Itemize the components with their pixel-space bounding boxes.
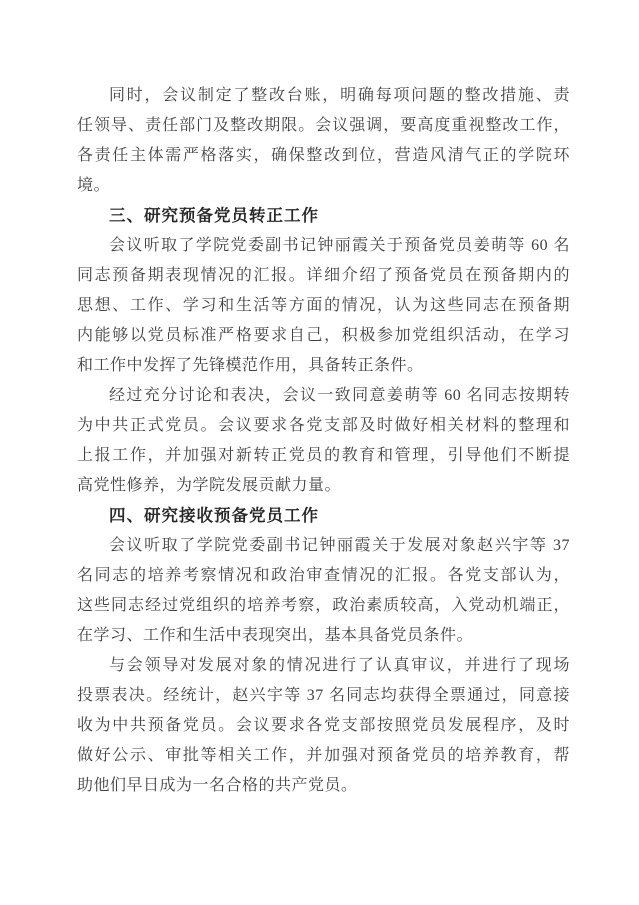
text-line: 助他们早日成为一名合格的共产党员。 [77, 777, 358, 794]
text-line: 同志预备期表现情况的汇报。详细介绍了预备党员在预备期内的 [77, 267, 570, 284]
text-line: 同时，会议制定了整改台账，明确每项问题的整改措施、责 [109, 87, 570, 104]
text-line: 这些同志经过党组织的培养考察，政治素质较高，入党动机端正， [77, 597, 570, 614]
document-body [77, 81, 570, 801]
text-line: 内能够以党员标准严格要求自己，积极参加党组织活动，在学习 [77, 327, 570, 344]
text-line: 会议听取了学院党委副书记钟丽霞关于发展对象赵兴宇等 37 [109, 537, 570, 554]
text-line: 在学习、工作和生活中表现突出，基本具备党员条件。 [77, 627, 474, 644]
text-line: 任领导、责任部门及整改期限。会议强调，要高度重视整改工作， [77, 117, 570, 134]
text-line: 名同志的培养考察情况和政治审查情况的汇报。各党支部认为， [77, 567, 570, 584]
text-line: 和工作中发挥了先锋模范作用，具备转正条件。 [77, 357, 424, 374]
text-line: 各责任主体需严格落实，确保整改到位，营造风清气正的学院环 [77, 147, 570, 164]
section-heading: 三、研究预备党员转正工作 [109, 207, 319, 225]
text-line: 经过充分讨论和表决，会议一致同意姜萌等 60 名同志按期转 [109, 387, 570, 404]
section-heading: 四、研究接收预备党员工作 [109, 507, 319, 525]
text-line: 上报工作，并加强对新转正党员的教育和管理，引导他们不断提 [77, 447, 570, 464]
text-line: 投票表决。经统计，赵兴宇等 37 名同志均获得全票通过，同意接 [77, 687, 570, 704]
text-line: 与会领导对发展对象的情况进行了认真审议，并进行了现场 [109, 657, 570, 674]
text-line: 收为中共预备党员。会议要求各党支部按照党员发展程序，及时 [77, 717, 570, 734]
text-line: 境。 [77, 177, 111, 194]
text-line: 高党性修养，为学院发展贡献力量。 [77, 477, 342, 494]
text-line: 做好公示、审批等相关工作，并加强对预备党员的培养教育，帮 [77, 747, 570, 764]
text-line: 思想、工作、学习和生活等方面的情况，认为这些同志在预备期 [77, 297, 570, 314]
text-line: 为中共正式党员。会议要求各党支部及时做好相关材料的整理和 [77, 417, 570, 434]
text-line: 会议听取了学院党委副书记钟丽霞关于预备党员姜萌等 60 名 [109, 237, 570, 254]
